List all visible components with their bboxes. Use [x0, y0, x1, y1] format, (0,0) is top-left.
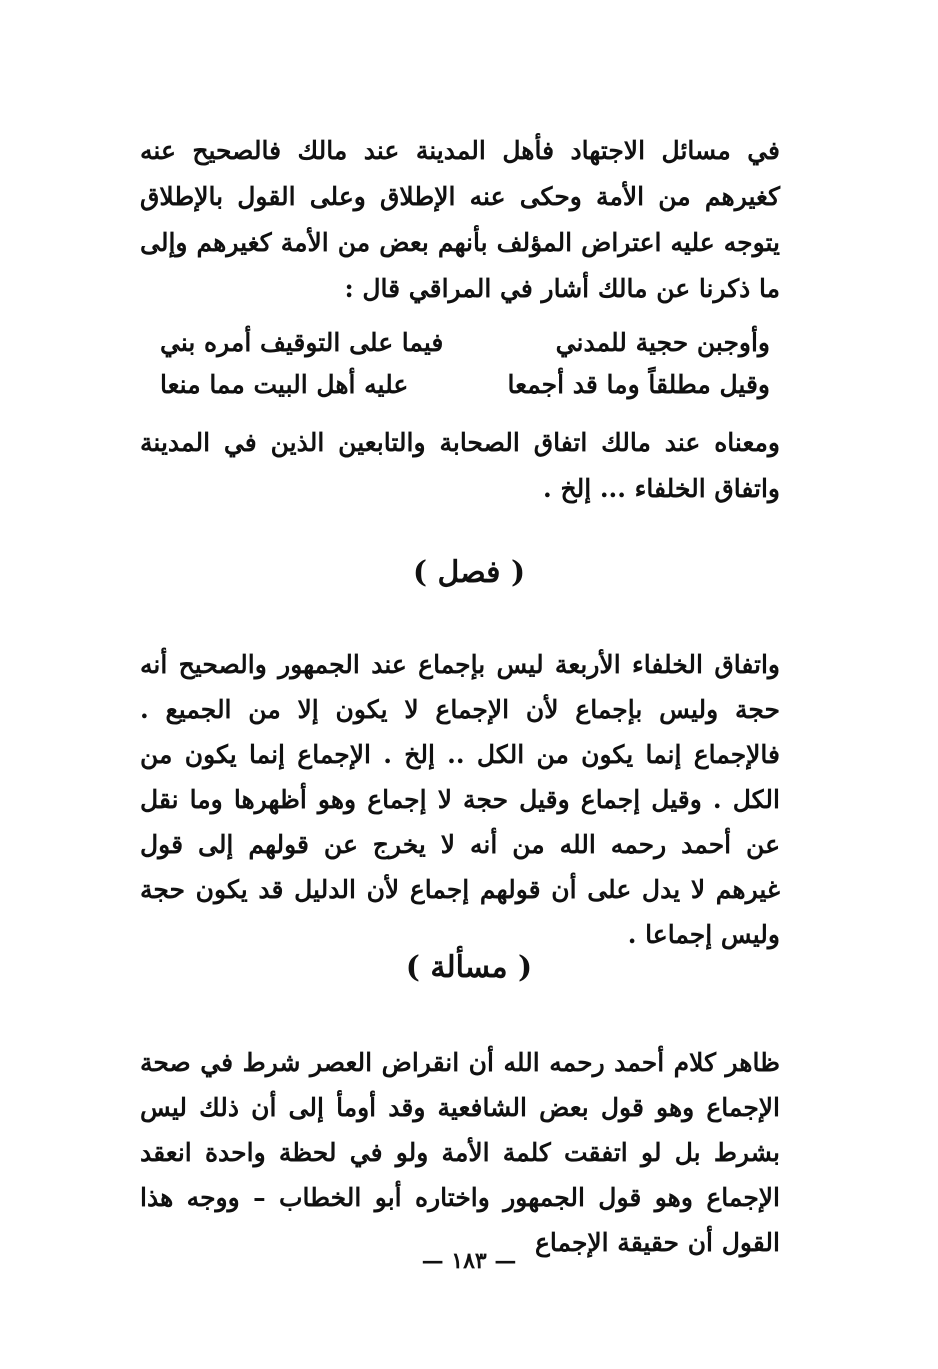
- paragraph-end-of-era: ظاهر كلام أحمد رحمه الله أن انقراض العصر شرط في صحة الإجماع وهو قول بعض الشافعية وقد أومأ إلى أن ذلك ليس بشرط بل لو اتفقت كلمة الأمة ولو في لحظة واحدة انعقد الإجماع وهو قول الجمهور واختاره أبو الخطاب – ووجه هذا القول أن حقيقة الإجماع: [140, 1048, 780, 1257]
- page-number: — ١٨٣ —: [421, 1248, 517, 1274]
- section-heading-fasl: ( فصل ): [412, 555, 526, 590]
- paragraph-four-caliphs: واتفاق الخلفاء الأربعة ليس بإجماع عند الجمهور والصحيح أنه حجة وليس بإجماع لأن الإجماع لا يكون إلا من الجميع . فالإجماع إنما يكون من الكل .. إلخ . الإجماع إنما يكون من الكل . وقيل إجماع وقيل حجة لا إجماع وهو أظهرها وما نقل عن أحمد رحمه الله من أنه لا يخرج عن قولهم إلى قول غيرهم لا يدل على أن قولهم إجماع لأن الدليل قد يكون حجة وليس إجماعا .: [140, 650, 780, 949]
- verse-line-1-second-hemistich: فيما على التوقيف أمره بني: [160, 328, 444, 357]
- paragraph-verse-meaning: ومعناه عند مالك اتفاق الصحابة والتابعين الذين في المدينة واتفاق الخلفاء ... إلخ .: [140, 428, 780, 503]
- verse-block: [160, 322, 770, 406]
- verse-line-2-second-hemistich: عليه أهل البيت مما منعا: [160, 370, 409, 399]
- section-heading-masala: ( مسألة ): [405, 950, 533, 985]
- verse-line-1-first-hemistich: وأوجبن حجية للمدني: [555, 328, 770, 357]
- paragraph-maliki-view: في مسائل الاجتهاد فأهل المدينة عند مالك فالصحيح عنه كغيرهم من الأمة وحكى عنه الإطلاق وعلى القول بالإطلاق يتوجه عليه اعتراض المؤلف بأنهم بعض من الأمة كغيرهم وإلى ما ذكرنا عن مالك أشار في المراقي قال :: [140, 136, 780, 303]
- verse-line-1: [160, 322, 770, 364]
- verse-line-2-first-hemistich: وقيل مطلقاً وما قد أجمعا: [507, 370, 770, 399]
- verse-line-2: [160, 364, 770, 406]
